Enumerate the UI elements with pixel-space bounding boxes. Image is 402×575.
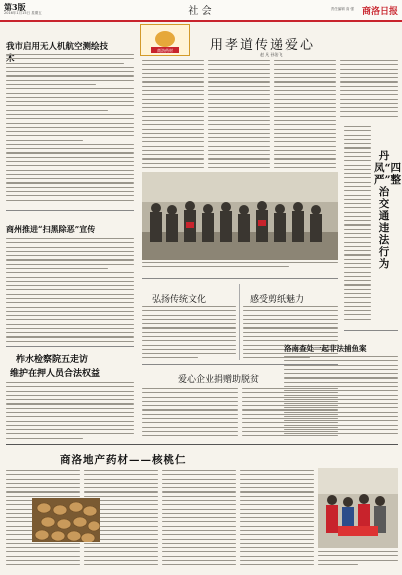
poverty-body-col1 — [142, 388, 238, 440]
charm-headline: 感受剪纸魅力 — [250, 295, 305, 305]
court-headline-2: 维护在押人员合法权益 — [10, 369, 101, 379]
paper-name: 商洛日报 — [361, 7, 398, 17]
divider — [344, 330, 398, 331]
drone-headline: 我市启用无人机航空测绘技 — [6, 42, 109, 52]
masthead — [0, 0, 402, 22]
section-title: 社 会 — [188, 6, 212, 17]
traffic-headline: 丹凤“四严”整治交通违法行为 — [374, 150, 402, 270]
fugitive-headline: 洛南查处一起非法捕鱼案 — [284, 344, 367, 353]
culture-headline: 弘扬传统文化 — [152, 295, 207, 305]
drone-body — [6, 54, 134, 204]
cleanup-headline: 商州推进“扫黑除恶”宣传 — [6, 224, 96, 234]
fugitive-body — [284, 356, 398, 440]
ad-box — [140, 24, 190, 56]
filial-photo — [142, 172, 338, 260]
poverty-photo-caption — [318, 551, 398, 571]
filial-headline: 用孝道传递爱心 — [210, 38, 316, 53]
walnut-headline: 商洛地产药材——核桃仁 — [60, 454, 187, 466]
filial-body-col1 — [142, 60, 204, 170]
divider — [6, 444, 398, 445]
court-headline-1: 柞水检察院五走访 — [16, 355, 89, 365]
children-photo — [318, 468, 398, 548]
divider — [239, 284, 240, 360]
culture-body — [142, 306, 236, 360]
court-body — [6, 382, 134, 440]
filial-body-col4 — [340, 60, 398, 120]
ad-label: 商洛药材 — [157, 48, 173, 53]
filial-body-col2 — [208, 60, 270, 170]
cleanup-body — [6, 238, 134, 344]
poverty-photo — [318, 468, 398, 548]
walnut-illustration — [32, 498, 100, 542]
filial-body-col3 — [274, 60, 336, 170]
traffic-body — [344, 126, 371, 326]
divider — [6, 210, 134, 211]
walnut-photo — [32, 498, 100, 542]
filial-byline: 赵 凡 孙治飞 — [260, 52, 283, 57]
divider — [6, 346, 134, 347]
editor-line: 责任编辑 高 强 — [330, 7, 354, 11]
poverty-headline: 爱心企业捐赠助脱贫 — [178, 375, 260, 385]
page-number: 第3版 — [4, 2, 26, 12]
walnut-body-col3 — [162, 470, 236, 570]
divider — [142, 278, 338, 279]
crowd-photo — [142, 172, 338, 260]
issue-date: 2016年1月15日 星期五 — [4, 11, 42, 15]
filial-photo-caption — [142, 262, 338, 274]
walnut-body-col4 — [240, 470, 314, 570]
